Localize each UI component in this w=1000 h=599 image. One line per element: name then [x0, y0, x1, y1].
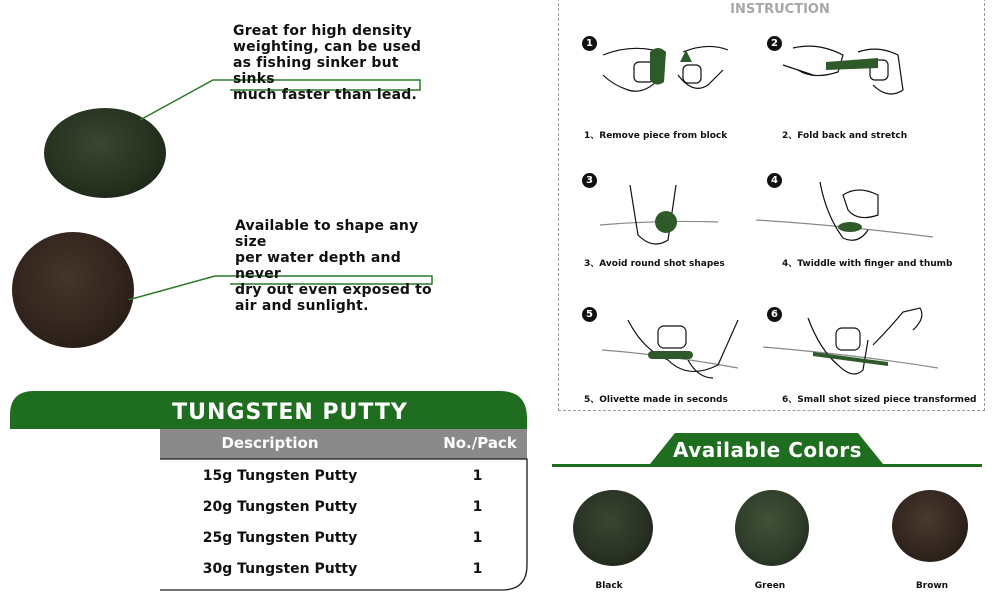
step-caption: 2、Fold back and stretch	[782, 131, 908, 141]
step-2-illustration	[783, 46, 903, 94]
step-1-putty	[650, 48, 666, 85]
feature-1-line: as fishing sinker but sinks	[233, 55, 399, 87]
row-pack: 1	[472, 499, 483, 515]
header-description: Description	[221, 434, 319, 452]
step-5-illustration	[602, 320, 738, 378]
feature-2-line: air and sunlight.	[235, 298, 369, 314]
header-pack: No./Pack	[443, 434, 517, 452]
step-number-badge: 1	[582, 36, 597, 51]
step-4-illustration	[756, 182, 933, 240]
row-pack: 1	[472, 468, 483, 484]
step-caption: 5、Olivette made in seconds	[584, 395, 728, 405]
step-number-badge: 3	[582, 173, 597, 188]
color-label: Brown	[915, 581, 949, 591]
step-number-badge: 6	[767, 307, 782, 322]
color-swatch-black	[573, 490, 653, 566]
step-caption: 6、Small shot sized piece transformed	[782, 395, 977, 405]
color-swatch-green	[735, 490, 809, 566]
color-swatch-brown	[892, 490, 968, 562]
step-number-badge: 5	[582, 307, 597, 322]
step-caption: 4、Twiddle with finger and thumb	[782, 259, 953, 269]
step-3-putty	[655, 211, 677, 233]
step-5-putty	[648, 351, 693, 359]
row-description: 20g Tungsten Putty	[202, 499, 358, 515]
feature-1-line: weighting, can be used	[233, 39, 422, 55]
step-2-putty	[826, 58, 878, 70]
feature-1-line: much faster than lead.	[233, 87, 417, 103]
step-number-badge: 4	[767, 173, 782, 188]
step-6-illustration	[763, 308, 938, 374]
step-4-putty	[838, 222, 862, 232]
feature-2-line: dry out even exposed to	[235, 282, 432, 298]
row-description: 15g Tungsten Putty	[202, 468, 358, 484]
instruction-title: INSTRUCTION	[730, 2, 830, 17]
feature-text-1	[233, 23, 433, 103]
step-caption: 1、Remove piece from block	[584, 131, 728, 141]
colors-title: Available Colors	[673, 438, 862, 462]
step-illustrations	[558, 0, 985, 410]
feature-2-line: per water depth and never	[235, 250, 401, 282]
feature-2-line: Available to shape any size	[235, 218, 419, 250]
product-title: TUNGSTEN PUTTY	[172, 400, 408, 425]
feature-text-2	[235, 218, 445, 314]
row-description: 30g Tungsten Putty	[202, 561, 358, 577]
step-number-badge: 2	[767, 36, 782, 51]
color-label: Black	[595, 581, 623, 591]
row-pack: 1	[472, 561, 483, 577]
color-label: Green	[754, 581, 786, 591]
step-caption: 3、Avoid round shot shapes	[584, 259, 725, 269]
row-pack: 1	[472, 530, 483, 546]
row-description: 25g Tungsten Putty	[202, 530, 358, 546]
step-1-piece	[680, 50, 692, 62]
feature-1-line: Great for high density	[233, 23, 412, 39]
